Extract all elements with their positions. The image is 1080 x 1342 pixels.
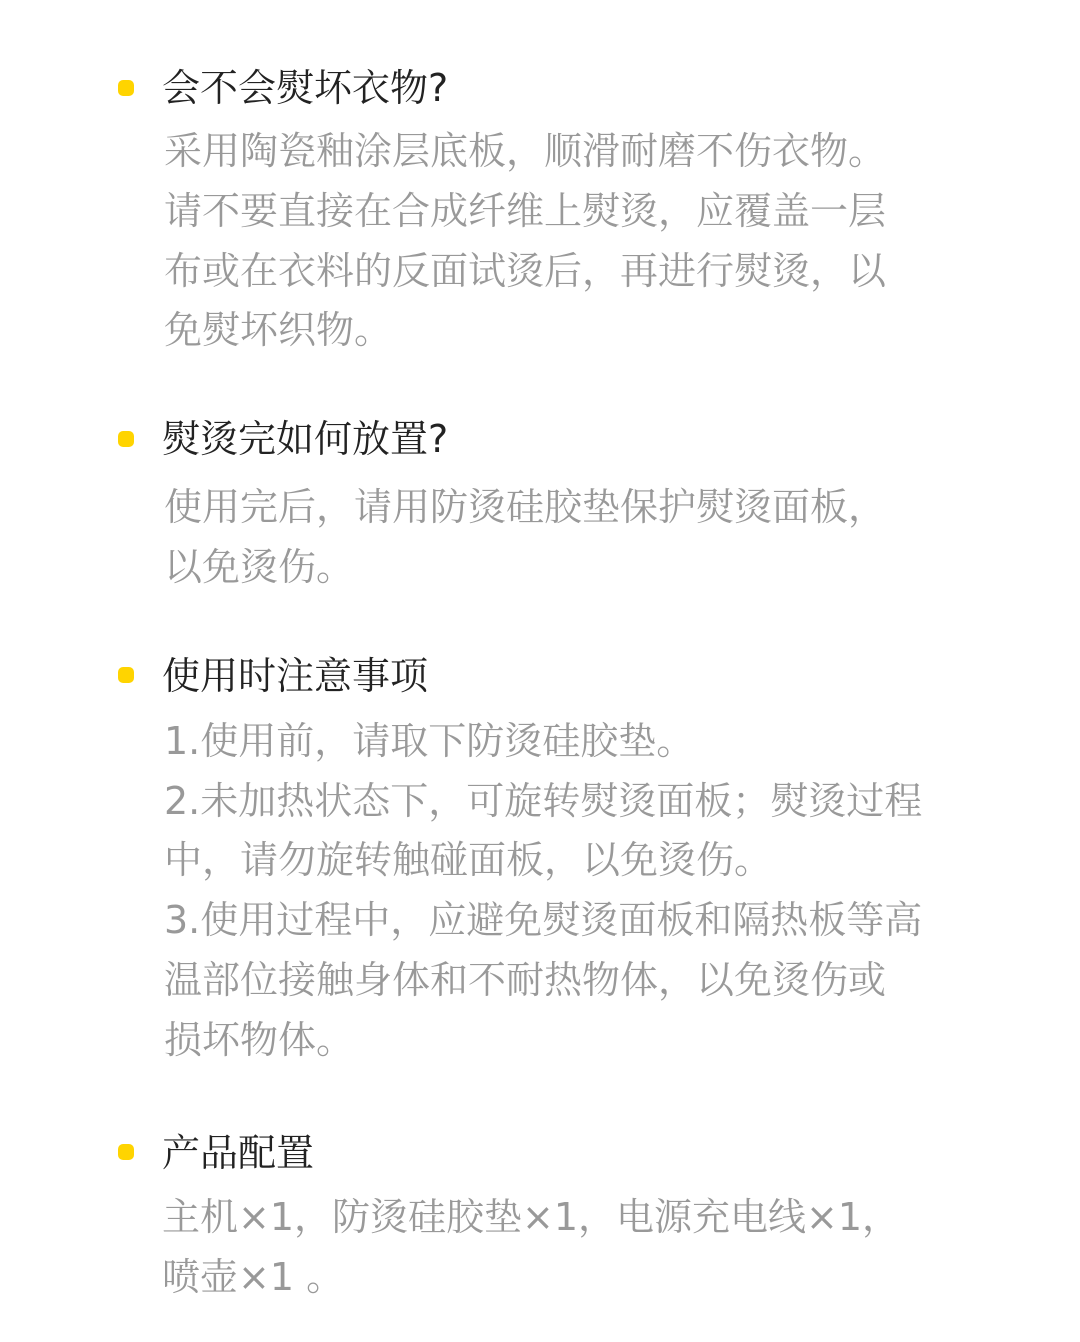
section-body-line: 温部位接触身体和不耐热物体，以免烫伤或 (164, 958, 887, 1002)
section-heading: 使用时注意事项 (162, 654, 429, 698)
section-body-line: 采用陶瓷釉涂层底板，顺滑耐磨不伤衣物。 (164, 129, 887, 173)
bullet-dot-icon (118, 431, 134, 447)
section-body-line: 以免烫伤。 (164, 545, 355, 589)
section-heading: 熨烫完如何放置? (162, 417, 449, 461)
section-heading: 会不会熨坏衣物? (162, 66, 449, 110)
bullet-dot-icon (118, 1144, 134, 1160)
section-body-line: 中，请勿旋转触碰面板，以免烫伤。 (164, 838, 773, 882)
section-body-line: 2.未加热状态下，可旋转熨烫面板；熨烫过程 (164, 779, 923, 823)
bullet-dot-icon (118, 80, 134, 96)
section-body-line: 请不要直接在合成纤维上熨烫，应覆盖一层 (164, 189, 887, 233)
section-body-line: 1.使用前，请取下防烫硅胶垫。 (164, 719, 695, 763)
section-body-line: 主机×1，防烫硅胶垫×1，电源充电线×1， (162, 1195, 901, 1239)
section-body-line: 损坏物体。 (164, 1018, 355, 1062)
section-body-line: 3.使用过程中，应避免熨烫面板和隔热板等高 (164, 898, 923, 942)
section-body-line: 使用完后，请用防烫硅胶垫保护熨烫面板， (164, 485, 887, 529)
section-heading: 产品配置 (162, 1131, 315, 1175)
bullet-dot-icon (118, 667, 134, 683)
section-body-line: 布或在衣料的反面试烫后，再进行熨烫，以 (164, 249, 887, 293)
section-body-line: 喷壶×1 。 (162, 1255, 345, 1299)
section-body-line: 免熨坏织物。 (164, 308, 393, 352)
